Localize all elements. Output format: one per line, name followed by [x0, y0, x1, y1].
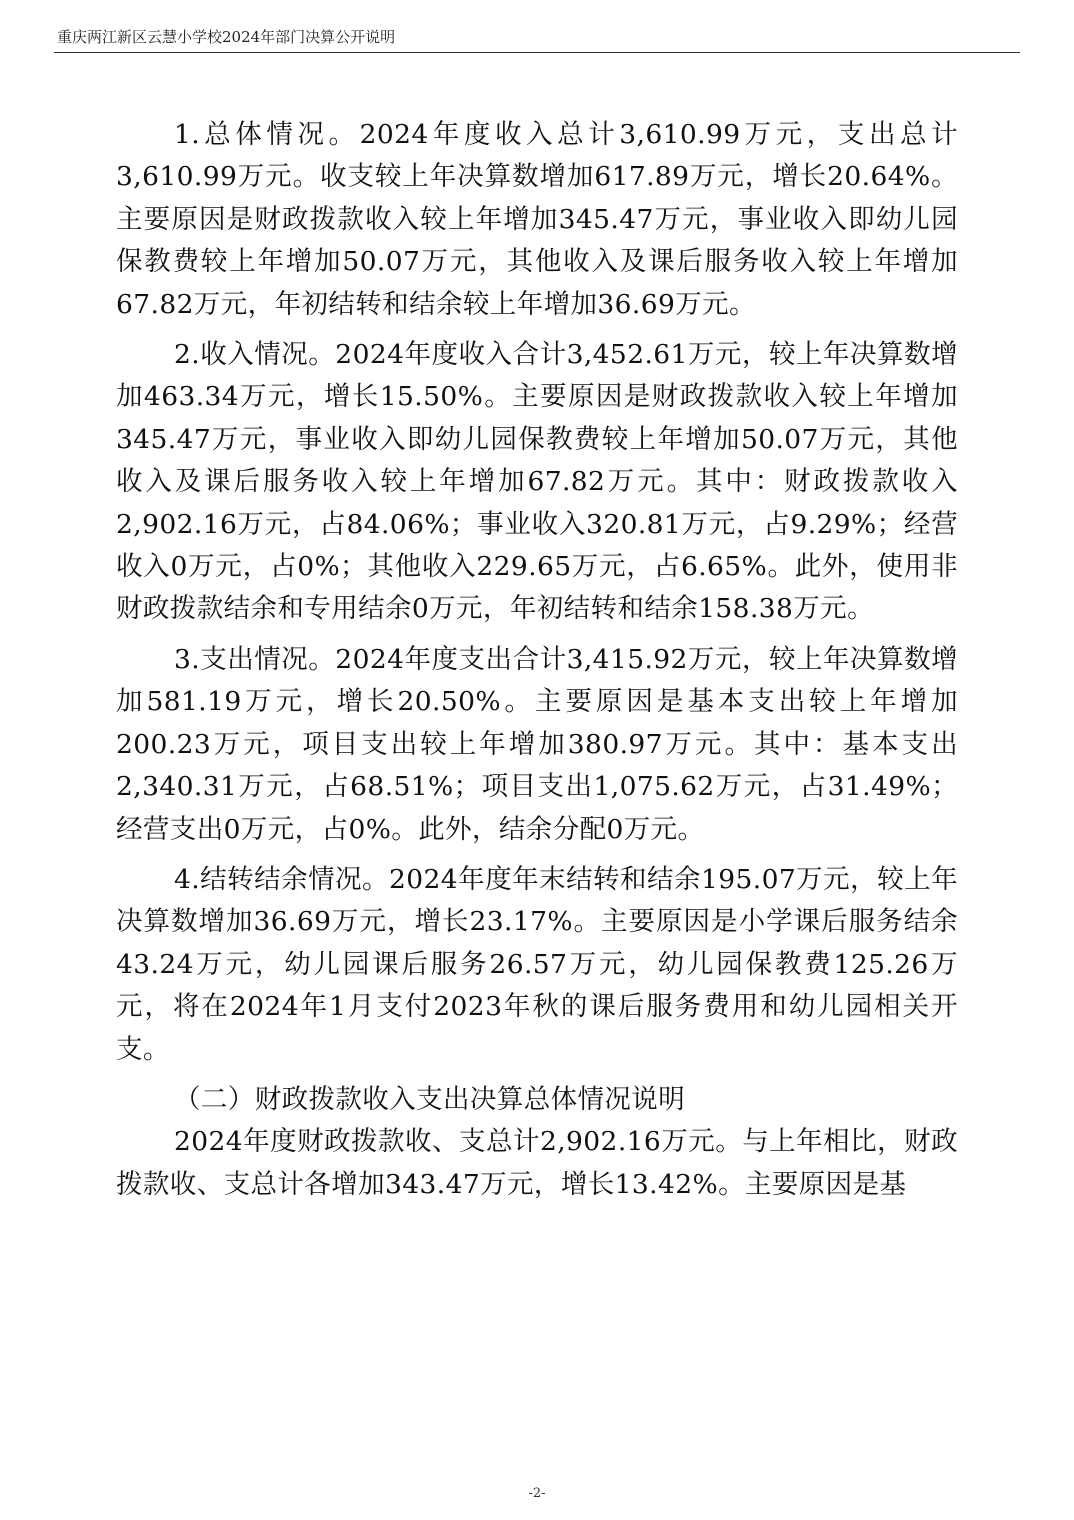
paragraph-carryover: 4.结转结余情况。2024年度年末结转和结余195.07万元，较上年决算数增加36.69万元，增长23.17%。主要原因是小学课后服务结余43.24万元，幼儿园课后服务26.57万元，幼儿园保教费125.26万元，将在2024年1月支付2023年秋的课后服务费用和幼儿园相关开支。 — [116, 863, 958, 1065]
page-number: -2- — [528, 1486, 546, 1501]
paragraph-expenditure: 3.支出情况。2024年度支出合计3,415.92万元，较上年决算数增加581.19万元，增长20.50%。主要原因是基本支出较上年增加200.23万元，项目支出较上年增加380.97万元。其中：基本支出2,340.31万元，占68.51%；项目支出1,075.62万元，占31.49%；经营支出0万元，占0%。此外，结余分配0万元。 — [116, 643, 958, 845]
paragraph-fiscal: 2024年度财政拨款收、支总计2,902.16万元。与上年相比，财政拨款收、支总计各增加343.47万元，增长13.42%。主要原因是基 — [116, 1126, 958, 1200]
paragraph-overall: 1.总体情况。2024年度收入总计3,610.99万元，支出总计3,610.99万元。收支较上年决算数增加617.89万元，增长20.64%。主要原因是财政拨款收入较上年增加345.47万元，事业收入即幼儿园保教费较上年增加50.07万元，其他收入及课后服务收入较上年增加67.82万元，年初结转和结余较上年增加36.69万元。 — [116, 119, 958, 320]
paragraph-income: 2.收入情况。2024年度收入合计3,452.61万元，较上年决算数增加463.34万元，增长15.50%。主要原因是财政拨款收入较上年增加345.47万元，事业收入即幼儿园保教费较上年增加50.07万元，其他收入及课后服务收入较上年增加67.82万元。其中：财政拨款收入2,902.16万元，占84.06%；事业收入320.81万元，占9.29%；经营收入0万元，占0%；其他收入229.65万元，占6.65%。此外，使用非财政拨款结余和专用结余0万元，年初结转和结余158.38万元。 — [116, 339, 958, 625]
header-divider — [54, 52, 1020, 53]
page-header-title: 重庆两江新区云慧小学校2024年部门决算公开说明 — [57, 28, 396, 46]
document-body — [116, 114, 958, 1206]
section-heading-fiscal: （二）财政拨款收入支出决算总体情况说明 — [174, 1083, 686, 1115]
